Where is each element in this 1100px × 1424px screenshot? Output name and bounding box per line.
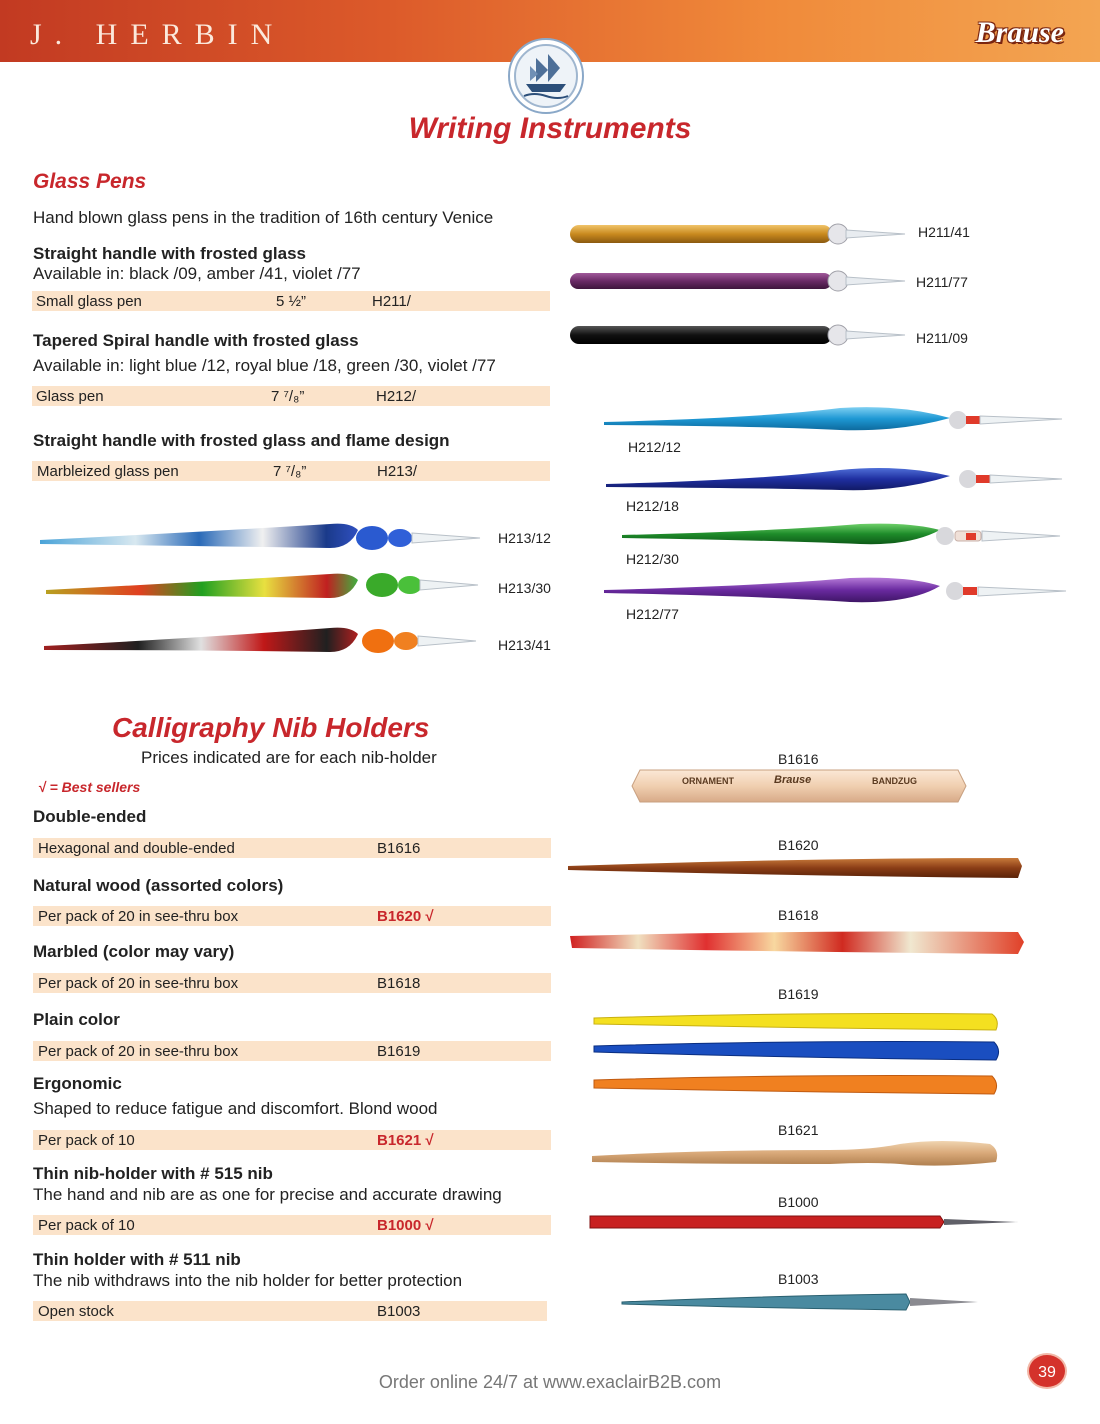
engraving-text: Brause xyxy=(774,774,812,786)
nib-holder-blue xyxy=(594,1042,999,1061)
product-name: Hexagonal and double-ended xyxy=(38,840,235,857)
glass-pens-intro: Hand blown glass pens in the tradition of 16th century Venice xyxy=(33,208,494,227)
product-size: 7 ⁷/₈” xyxy=(273,463,307,480)
brause-logo: Brause xyxy=(975,16,1064,49)
product-size: 5 ½” xyxy=(276,293,307,310)
group-note: The hand and nib are as one for precise and accurate drawing xyxy=(33,1185,502,1204)
engraving-text: BANDZUG xyxy=(872,776,917,786)
glass-pens-title: Glass Pens xyxy=(33,170,147,193)
nib-holder-orange xyxy=(594,1076,997,1095)
glass-pen-marbled-red xyxy=(44,628,476,653)
product-code: H212/ xyxy=(376,388,417,405)
product-name: Marbleized glass pen xyxy=(37,463,179,480)
best-sellers-legend: √ = Best sellers xyxy=(38,779,141,795)
nib-holder-thin-511 xyxy=(622,1294,978,1310)
product-size: 7 ⁷/₈” xyxy=(271,388,305,405)
group-heading: Marbled (color may vary) xyxy=(33,942,235,961)
nib-holders-subtitle: Prices indicated are for each nib-holder xyxy=(141,748,437,767)
glass-pen-marbled-green xyxy=(46,573,478,598)
product-name: Open stock xyxy=(38,1303,114,1320)
product-name: Glass pen xyxy=(36,388,104,405)
image-label: H213/41 xyxy=(498,637,551,653)
group-note: Available in: black /09, amber /41, violet /77 xyxy=(33,264,361,283)
group-heading: Double-ended xyxy=(33,807,147,826)
product-code: H211/ xyxy=(372,293,411,310)
image-label: B1619 xyxy=(778,986,819,1002)
nib-holders-title: Calligraphy Nib Holders xyxy=(112,712,430,743)
glass-pen-violet-spiral xyxy=(604,578,1066,603)
image-label: H212/12 xyxy=(628,439,681,455)
glass-pen-royal-blue xyxy=(606,468,1062,490)
product-code: B1616 xyxy=(377,840,421,857)
image-label: H211/77 xyxy=(916,274,968,290)
engraving-text: ORNAMENT xyxy=(682,776,734,786)
glass-pen-black xyxy=(570,325,905,345)
group-heading: Straight handle with frosted glass and flame design xyxy=(33,431,450,450)
group-note: Shaped to reduce fatigue and discomfort. Blond wood xyxy=(33,1099,438,1118)
glass-pen-amber xyxy=(570,224,905,244)
product-code: B1621 √ xyxy=(377,1132,434,1149)
image-label: B1620 xyxy=(778,837,819,853)
product-code: B1003 xyxy=(377,1303,421,1320)
group-heading: Straight handle with frosted glass xyxy=(33,244,306,263)
image-label: H212/77 xyxy=(626,606,679,622)
image-label: B1000 xyxy=(778,1194,819,1210)
group-note: Available in: light blue /12, royal blue /18, green /30, violet /77 xyxy=(33,356,496,375)
product-code: B1618 xyxy=(377,975,421,992)
product-code: B1620 √ xyxy=(377,908,434,925)
group-heading: Thin nib-holder with # 515 nib xyxy=(33,1164,273,1183)
image-label: B1621 xyxy=(778,1122,819,1138)
product-code: B1000 √ xyxy=(377,1217,434,1234)
page-number: 39 xyxy=(1027,1353,1067,1389)
product-name: Per pack of 20 in see-thru box xyxy=(38,975,239,992)
product-code: H213/ xyxy=(377,463,418,480)
glass-pen-light-blue xyxy=(604,407,1062,430)
nib-holder-thin-515 xyxy=(590,1216,1018,1228)
glass-pen-marbled-blue xyxy=(40,524,480,550)
image-label: B1616 xyxy=(778,751,819,767)
page-title: Writing Instruments xyxy=(408,112,692,145)
group-heading: Tapered Spiral handle with frosted glass xyxy=(33,331,359,350)
nib-holder-marbled xyxy=(570,932,1024,955)
product-name: Per pack of 20 in see-thru box xyxy=(38,908,239,925)
image-label: H211/41 xyxy=(918,224,970,240)
footer-order-text: Order online 24/7 at www.exaclairB2B.com xyxy=(378,1372,722,1392)
image-label: H212/18 xyxy=(626,498,679,514)
nib-holder-natural-wood xyxy=(568,858,1022,878)
nib-holder-yellow xyxy=(594,1014,997,1031)
group-heading: Ergonomic xyxy=(33,1074,122,1093)
product-name: Per pack of 20 in see-thru box xyxy=(38,1043,239,1060)
brand-logo: J. HERBIN xyxy=(30,18,286,51)
nib-holder-ergonomic xyxy=(592,1141,997,1166)
image-label: H213/30 xyxy=(498,580,551,596)
image-label: H212/30 xyxy=(626,551,679,567)
group-note: The nib withdraws into the nib holder for better protection xyxy=(33,1271,463,1290)
image-label: H213/12 xyxy=(498,530,551,546)
glass-pen-green xyxy=(622,524,1060,545)
product-name: Per pack of 10 xyxy=(38,1132,135,1149)
product-code: B1619 xyxy=(377,1043,421,1060)
group-heading: Plain color xyxy=(33,1010,120,1029)
image-label: B1618 xyxy=(778,907,819,923)
group-heading: Thin holder with # 511 nib xyxy=(33,1250,241,1269)
image-label: H211/09 xyxy=(916,330,968,346)
image-label: B1003 xyxy=(778,1271,819,1287)
glass-pen-violet xyxy=(570,271,905,291)
group-heading: Natural wood (assorted colors) xyxy=(33,876,284,895)
product-name: Per pack of 10 xyxy=(38,1217,135,1234)
product-name: Small glass pen xyxy=(36,293,142,310)
